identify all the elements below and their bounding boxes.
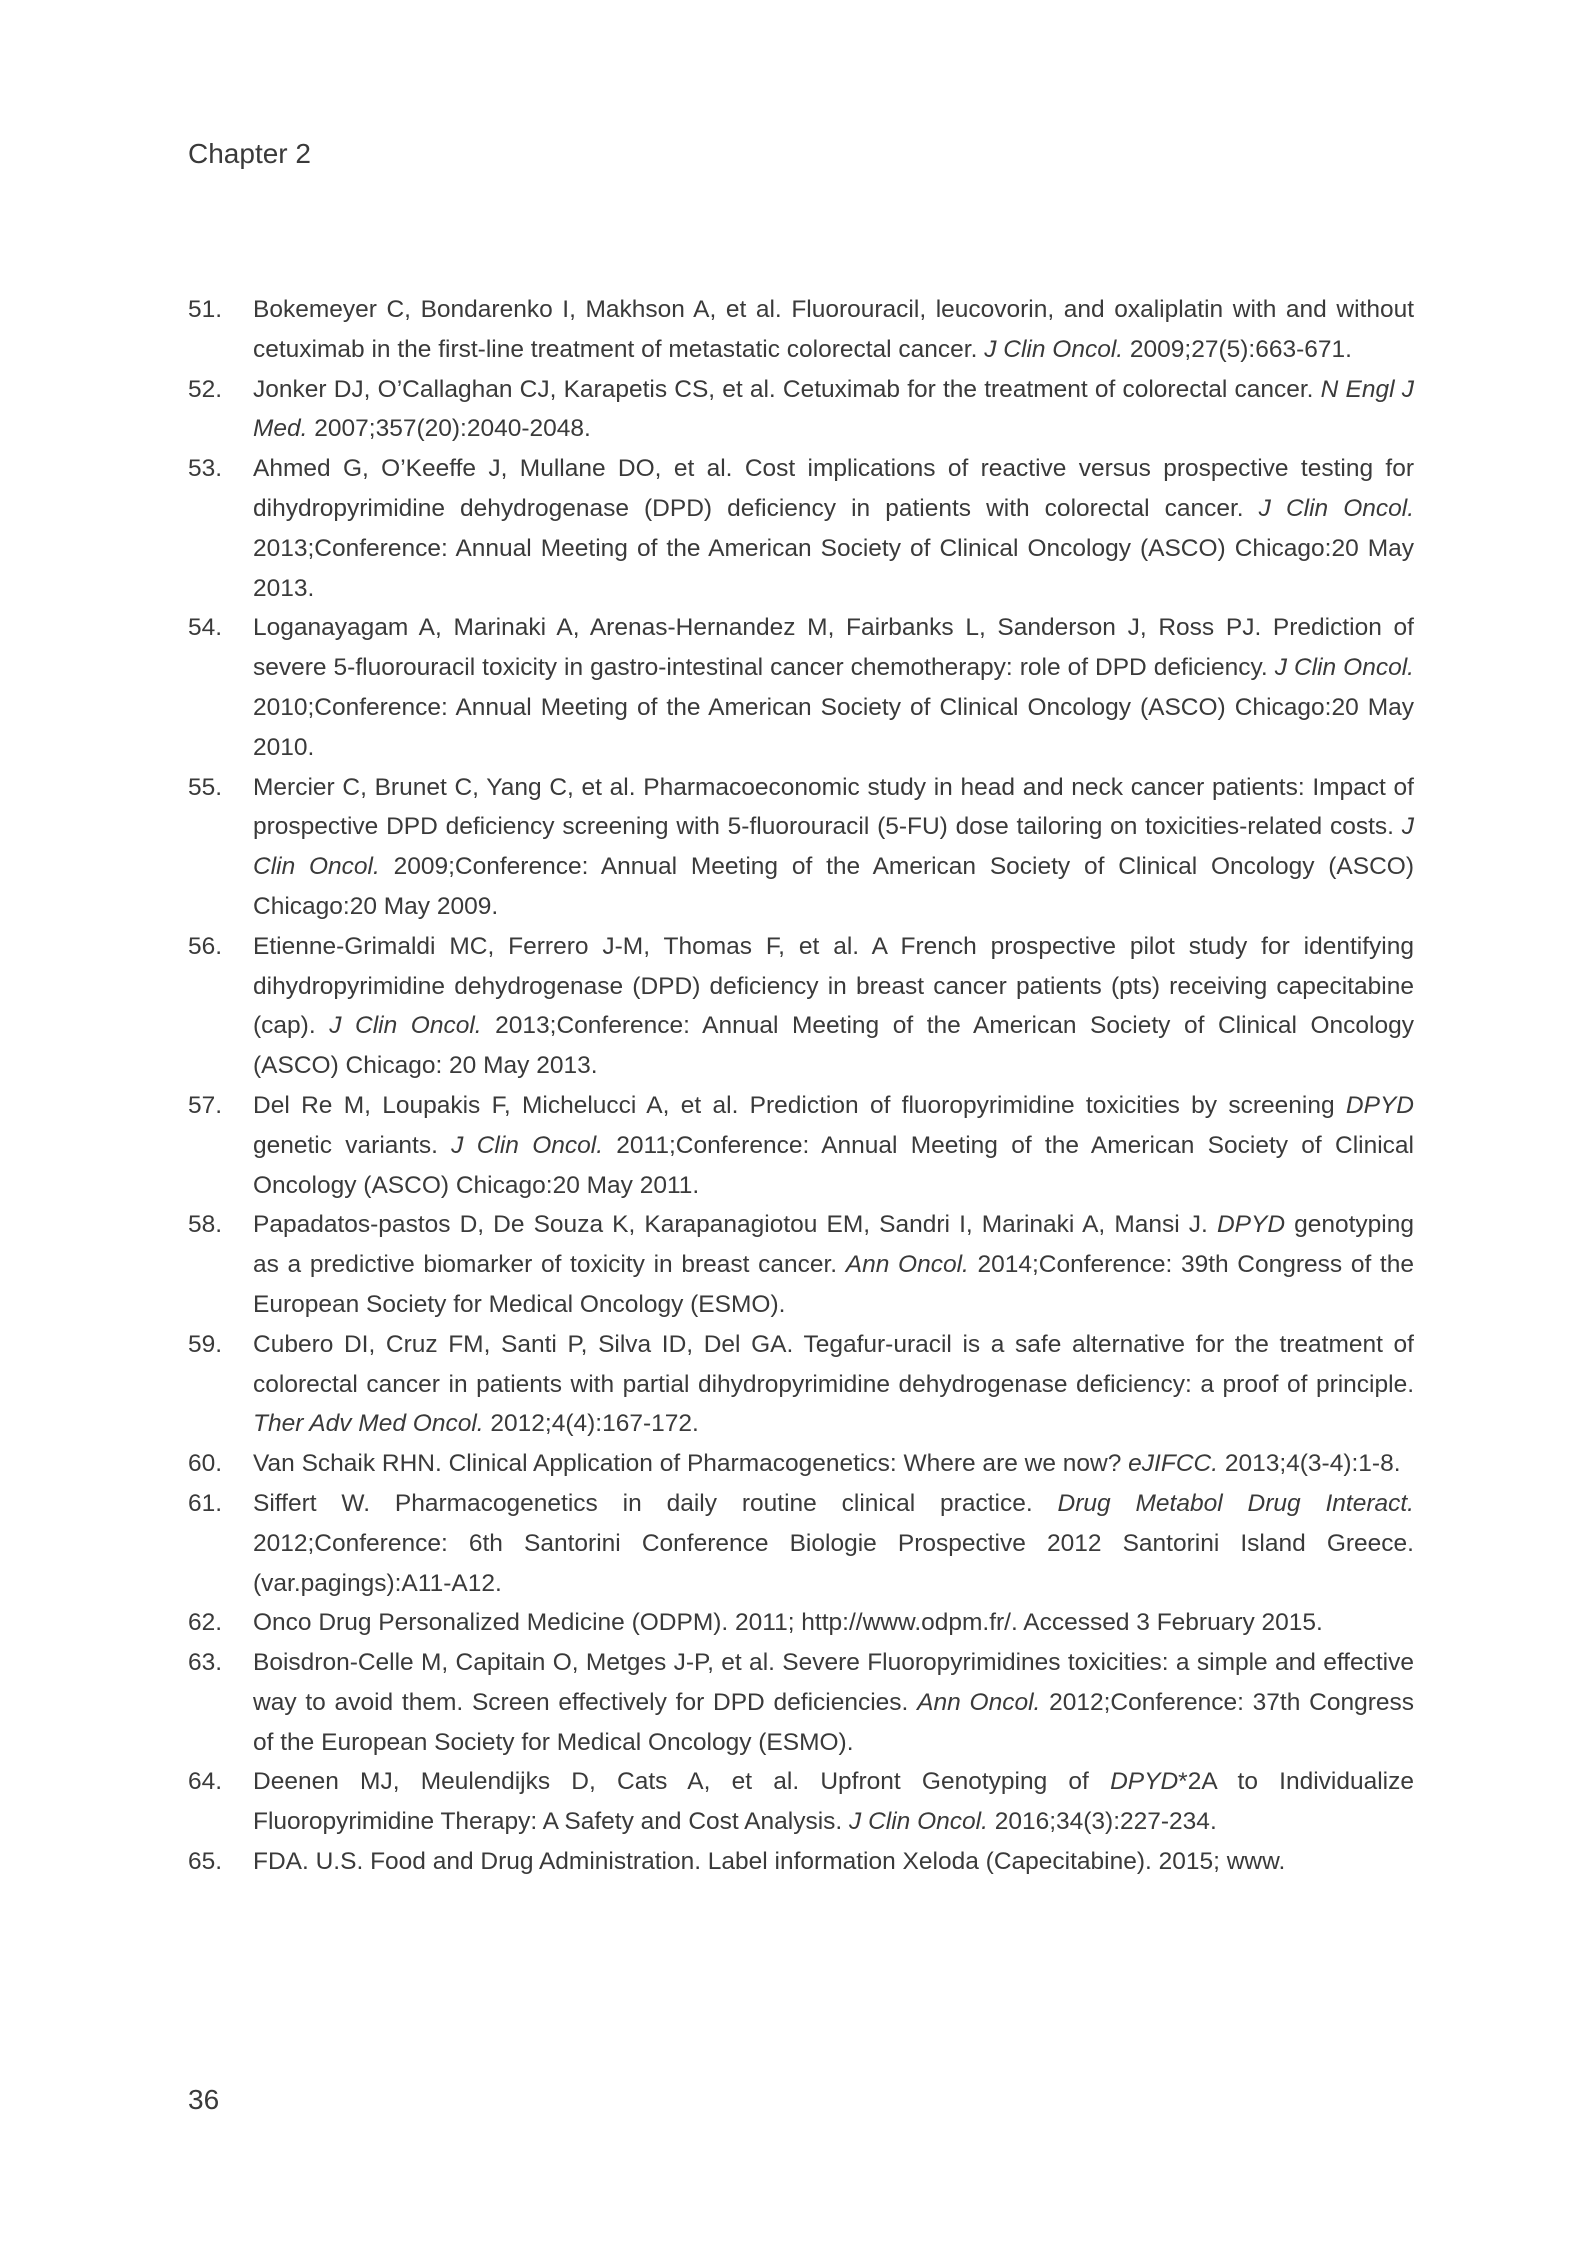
reference-journal-italic: Ann Oncol. — [845, 1251, 969, 1279]
reference-item — [188, 1762, 1414, 1842]
reference-number: 61. — [188, 1489, 223, 1517]
reference-item — [188, 1086, 1414, 1205]
reference-text — [253, 608, 1414, 767]
reference-number: 56. — [188, 932, 223, 960]
reference-text-segment: Etienne-Grimaldi MC, Ferrero J-M, Thomas F, et al. A French prospective pilot study for identifying dihydropyrimidine dehydrogenase (DPD) deficiency in breast cancer patients (pts) receiving capecitabine (cap). — [253, 932, 1414, 1040]
reference-number: 64. — [188, 1768, 223, 1796]
reference-text-segment: Van Schaik RHN. Clinical Application of Pharmacogenetics: Where are we now? — [253, 1450, 1129, 1478]
reference-text — [253, 1325, 1414, 1444]
reference-text — [253, 1643, 1414, 1762]
reference-journal-italic: J Clin Oncol. — [253, 813, 1414, 881]
reference-number: 54. — [188, 614, 223, 642]
reference-text-segment: Onco Drug Personalized Medicine (ODPM). 2011; http://www.odpm.fr/. Accessed 3 February 2015. — [253, 1609, 1323, 1637]
reference-item — [188, 608, 1414, 767]
reference-text-segment: *2A to Individualize Fluoropyrimidine Therapy: A Safety and Cost Analysis. — [253, 1768, 1414, 1836]
reference-journal-italic: N Engl J Med. — [253, 375, 1414, 443]
reference-number: 59. — [188, 1330, 223, 1358]
reference-journal-italic: DPYD — [1345, 1091, 1414, 1119]
reference-number: 52. — [188, 375, 223, 403]
reference-number: 60. — [188, 1450, 223, 1478]
reference-text-segment: genetic variants. — [253, 1131, 452, 1159]
reference-number: 55. — [188, 773, 223, 801]
reference-text-segment: 2013;4(3-4):1-8. — [1218, 1450, 1401, 1478]
reference-item — [188, 449, 1414, 608]
reference-text-segment: 2012;Conference: 37th Congress of the European Society for Medical Oncology (ESMO). — [253, 1688, 1414, 1756]
reference-number: 51. — [188, 296, 223, 323]
reference-item — [188, 1484, 1414, 1603]
reference-text — [253, 1484, 1414, 1603]
reference-text-segment: 2012;4(4):167-172. — [483, 1410, 699, 1438]
reference-item — [188, 1842, 1414, 1882]
reference-text-segment: Del Re M, Loupakis F, Michelucci A, et al. Prediction of fluoropyrimidine toxicities by screening — [253, 1091, 1346, 1119]
reference-item — [188, 290, 1414, 370]
reference-text-segment: Cubero DI, Cruz FM, Santi P, Silva ID, Del GA. Tegafur-uracil is a safe alternative for the treatment of colorectal cancer in patients with partial dihydropyrimidine dehydrogenase deficiency: a proof of principle. — [253, 1330, 1414, 1398]
reference-number: 63. — [188, 1649, 223, 1677]
reference-journal-italic: DPYD — [1216, 1211, 1286, 1239]
reference-item — [188, 1603, 1414, 1643]
reference-number: 65. — [188, 1848, 223, 1876]
reference-text-segment: 2016;34(3):227-234. — [987, 1808, 1217, 1836]
reference-journal-italic: J Clin Oncol. — [1274, 654, 1414, 682]
reference-journal-italic: J Clin Oncol. — [451, 1131, 604, 1159]
reference-text-segment: Boisdron-Celle M, Capitain O, Metges J-P, et al. Severe Fluoropyrimidines toxicities: a simple and effective way to avoid them. Screen effectively for DPD deficiencies. — [253, 1649, 1414, 1716]
reference-text — [253, 927, 1414, 1086]
reference-journal-italic: J Clin Oncol. — [849, 1808, 988, 1836]
reference-text — [253, 1762, 1414, 1842]
reference-item — [188, 1444, 1414, 1484]
running-header-chapter: Chapter 2 — [188, 138, 311, 169]
page-number: 36 — [188, 2084, 220, 2115]
reference-journal-italic: J Clin Oncol. — [329, 1012, 482, 1040]
reference-text — [253, 370, 1414, 450]
reference-text-segment: 2011;Conference: Annual Meeting of the American Society of Clinical Oncology (ASCO) Chicago:20 May 2011. — [253, 1131, 1414, 1199]
reference-journal-italic: DPYD — [1110, 1768, 1179, 1796]
reference-journal-italic: Ther Adv Med Oncol. — [253, 1410, 484, 1438]
reference-text-segment: Ahmed G, O’Keeffe J, Mullane DO, et al. Cost implications of reactive versus prospective testing for dihydropyrimidine dehydrogenase (DPD) deficiency in patients with colorectal cancer. — [253, 455, 1414, 522]
reference-text-segment: genotyping as a predictive biomarker of toxicity in breast cancer. — [253, 1211, 1414, 1279]
reference-journal-italic: Drug Metabol Drug Interact. — [1057, 1489, 1414, 1517]
reference-text-segment: FDA. U.S. Food and Drug Administration. Label information Xeloda (Capecitabine). 2015; www. — [253, 1848, 1286, 1876]
reference-journal-italic: J Clin Oncol. — [1258, 494, 1414, 522]
reference-text — [253, 1842, 1414, 1882]
reference-text-segment: Jonker DJ, O’Callaghan CJ, Karapetis CS, et al. Cetuximab for the treatment of colorectal cancer. — [253, 375, 1321, 403]
reference-list — [188, 290, 1414, 1882]
reference-number: 57. — [188, 1091, 223, 1119]
reference-journal-italic: J Clin Oncol. — [984, 335, 1124, 363]
reference-text — [253, 768, 1414, 927]
reference-text — [253, 1205, 1414, 1324]
reference-text-segment: 2009;Conference: Annual Meeting of the American Society of Clinical Oncology (ASCO) Chicago:20 May 2009. — [253, 853, 1414, 920]
reference-item — [188, 1205, 1414, 1324]
reference-text-segment: 2013;Conference: Annual Meeting of the American Society of Clinical Oncology (ASCO) Chicago: 20 May 2013. — [253, 1012, 1415, 1080]
reference-text — [253, 1444, 1414, 1484]
reference-text-segment: 2012;Conference: 6th Santorini Conference Biologie Prospective 2012 Santorini Island Greece. (var.pagings):A11-A12. — [253, 1529, 1414, 1597]
reference-text-segment: Siffert W. Pharmacogenetics in daily routine clinical practice. — [253, 1489, 1058, 1517]
reference-text-segment: Deenen MJ, Meulendijks D, Cats A, et al. Upfront Genotyping of — [253, 1768, 1111, 1796]
reference-text-segment: 2013;Conference: Annual Meeting of the American Society of Clinical Oncology (ASCO) Chicago:20 May 2013. — [253, 534, 1414, 602]
reference-number: 53. — [188, 455, 223, 483]
reference-item — [188, 1643, 1414, 1762]
reference-text-segment: 2007;357(20):2040-2048. — [307, 415, 591, 443]
reference-journal-italic: Ann Oncol. — [917, 1688, 1041, 1716]
reference-item — [188, 927, 1414, 1086]
reference-text-segment: 2014;Conference: 39th Congress of the European Society for Medical Oncology (ESMO). — [253, 1251, 1414, 1318]
reference-text — [253, 449, 1414, 608]
reference-text-segment: Loganayagam A, Marinaki A, Arenas-Hernandez M, Fairbanks L, Sanderson J, Ross PJ. Prediction of severe 5-fluorouracil toxicity in gastro-intestinal cancer chemotherapy: role of DPD deficiency. — [253, 614, 1414, 682]
reference-text-segment: Papadatos-pastos D, De Souza K, Karapanagiotou EM, Sandri I, Marinaki A, Mansi J. — [253, 1211, 1217, 1239]
reference-number: 58. — [188, 1211, 223, 1239]
reference-item — [188, 768, 1414, 927]
reference-text — [253, 290, 1414, 370]
reference-number: 62. — [188, 1609, 223, 1637]
reference-text-segment: Bokemeyer C, Bondarenko I, Makhson A, et al. Fluorouracil, leucovorin, and oxaliplatin with and without cetuximab in the first-line treatment of metastatic colorectal cancer. — [253, 296, 1414, 363]
reference-text-segment: 2010;Conference: Annual Meeting of the American Society of Clinical Oncology (ASCO) Chicago:20 May 2010. — [253, 693, 1414, 761]
reference-text — [253, 1603, 1414, 1643]
reference-text — [253, 1086, 1414, 1205]
reference-item — [188, 370, 1414, 450]
reference-journal-italic: eJIFCC. — [1128, 1450, 1219, 1478]
reference-text-segment: 2009;27(5):663-671. — [1123, 335, 1352, 363]
reference-item — [188, 1325, 1414, 1444]
reference-text-segment: Mercier C, Brunet C, Yang C, et al. Pharmacoeconomic study in head and neck cancer patients: Impact of prospective DPD deficiency screening with 5-fluorouracil (5-FU) dose tailoring on toxicities-related costs. — [253, 773, 1414, 841]
